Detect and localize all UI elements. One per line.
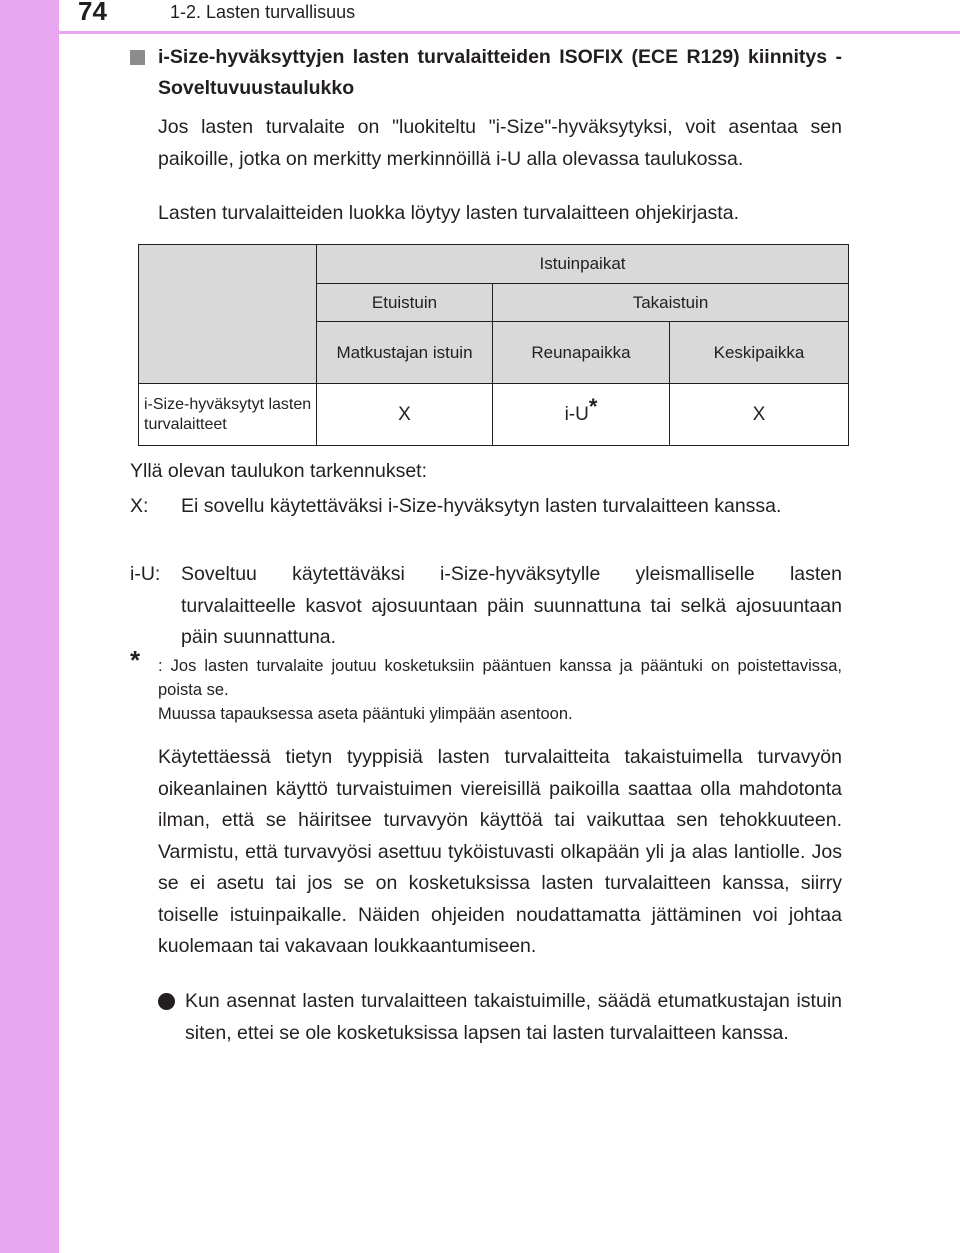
intro-paragraph-2: Lasten turvalaitteiden luokka löytyy lasten turvalaitteen ohjekirjasta. bbox=[158, 202, 739, 224]
legend-iu bbox=[130, 559, 842, 654]
table-corner-cell bbox=[139, 245, 317, 384]
running-header: 1-2. Lasten turvallisuus bbox=[170, 2, 356, 22]
seating-positions-header: Istuinpaikat bbox=[317, 245, 849, 284]
footnote-text-2: Muussa tapauksessa aseta pääntuki ylimpään asentoon. bbox=[158, 705, 573, 723]
legend-iu-description: Soveltuu käytettäväksi i-Size-hyväksytylle yleismalliselle lasten turvalaitteelle kasvot ajosuuntaan päin suunnattuna tai selkä ajosuuntaan päin suunnattuna. bbox=[181, 563, 842, 648]
legend-iu-term: i-U: bbox=[130, 563, 161, 585]
cell-outboard-value: i-U bbox=[564, 403, 589, 425]
center-position-header: Keskipaikka bbox=[670, 322, 849, 384]
intro-paragraph: Jos lasten turvalaite on "luokiteltu "i-Size"-hyväksytyksi, voit asentaa sen paikoille, jotka on merkitty merkinnöillä i-U alla olevassa taulukossa. bbox=[158, 116, 842, 170]
cell-passenger-seat: X bbox=[317, 384, 493, 446]
front-seat-header: Etuistuin bbox=[317, 284, 493, 322]
section-heading bbox=[130, 42, 842, 104]
header-rule bbox=[59, 31, 960, 34]
body-paragraph: Käytettäessä tietyn tyyppisiä lasten turvalaitteita takaistuimella turvavyön oikeanlainen käyttö turvaistuimen viereisillä paikoilla saattaa olla mahdotonta ilman, että se häiritsee turvavyön käyttöä tai vaikuttaa sen tehokkuuteen. Varmistu, että turvavyösi asettuu tyköistuvasti olkapään yli ja alas lantiolle. Jos se ei asetu tai jos se on kosketuksissa lasten turvalaitteen kanssa, siirry toiselle istuinpaikalle. Näiden ohjeiden noudattamatta jättäminen voi johtaa kuolemaan tai vakavaan loukkaantumiseen. bbox=[158, 746, 842, 957]
cell-outboard-position bbox=[493, 384, 670, 446]
footnote-asterisk: * bbox=[130, 645, 141, 675]
legend-x-term: X: bbox=[130, 495, 149, 517]
bullet-text: Kun asennat lasten turvalaitteen takaistuimille, säädä etumatkustajan istuin siten, ettei se ole kosketuksissa lapsen tai lasten turvalaitteen kanssa. bbox=[185, 990, 842, 1044]
square-bullet-icon bbox=[130, 50, 145, 65]
passenger-seat-header: Matkustajan istuin bbox=[317, 322, 493, 384]
legend-x-description: Ei sovellu käytettäväksi i-Size-hyväksytyn lasten turvalaitteen kanssa. bbox=[181, 495, 782, 517]
outboard-position-header: Reunapaikka bbox=[493, 322, 670, 384]
bullet-item bbox=[158, 986, 842, 1049]
section-title: i-Size-hyväksyttyjen lasten turvalaitteiden ISOFIX (ECE R129) kiinnitys - Soveltuvuustaulukko bbox=[158, 46, 842, 99]
section-color-band bbox=[0, 0, 59, 1253]
suitability-table bbox=[138, 244, 849, 446]
legend-x bbox=[130, 491, 842, 523]
bullet-dot-icon bbox=[158, 993, 175, 1010]
footnote bbox=[130, 645, 842, 726]
footnote-text: : Jos lasten turvalaite joutuu kosketuksiin pääntuen kanssa ja pääntuki on poistettavissa, poista se. bbox=[158, 657, 842, 699]
row-label-isize: i-Size-hyväksytyt lasten turvalaitteet bbox=[139, 384, 317, 446]
cell-center-position: X bbox=[670, 384, 849, 446]
rear-seat-header: Takaistuin bbox=[493, 284, 849, 322]
legend-intro: Yllä olevan taulukon tarkennukset: bbox=[130, 460, 428, 482]
page-number: 74 bbox=[78, 0, 107, 26]
asterisk-mark: * bbox=[588, 393, 598, 419]
